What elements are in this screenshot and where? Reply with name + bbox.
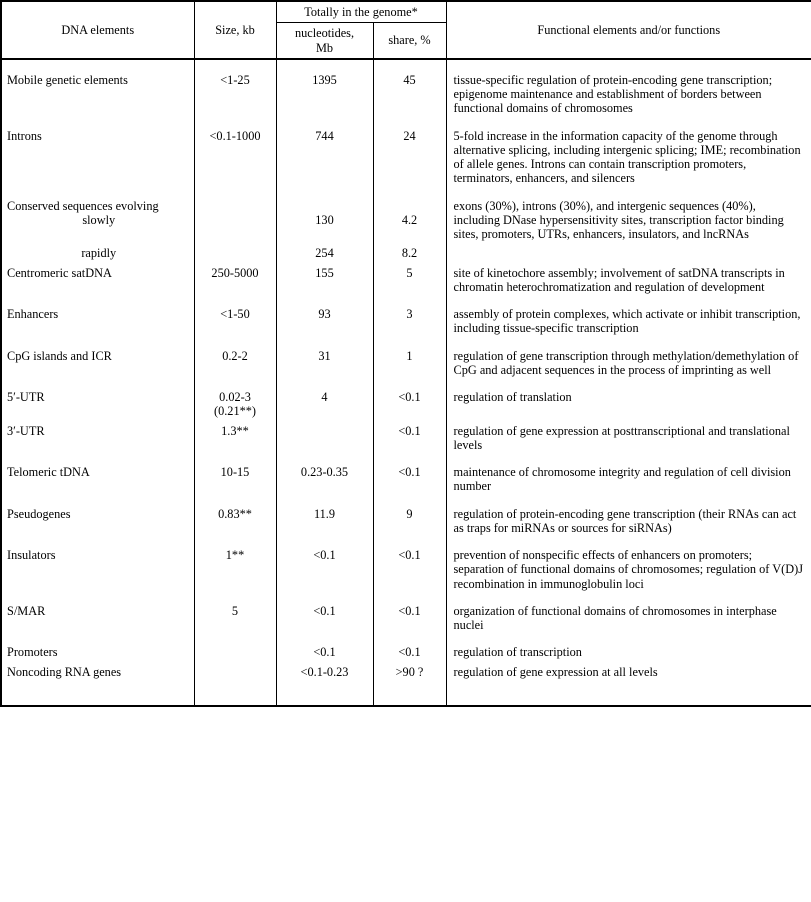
spacer-cell bbox=[1, 679, 194, 706]
spacer-cell bbox=[276, 679, 373, 706]
cell-dna-element: 3′-UTR bbox=[1, 424, 194, 453]
cell-nucleotides: 93 bbox=[276, 307, 373, 336]
spacer-cell bbox=[373, 377, 446, 390]
cell-size bbox=[194, 390, 276, 419]
cell-share: 9 bbox=[373, 507, 446, 536]
cell-function: regulation of protein-encoding gene transcription (their RNAs can act as traps for miRNAs or sources for siRNAs) bbox=[446, 507, 811, 536]
header-row-primary bbox=[1, 1, 811, 23]
spacer-cell bbox=[1, 186, 194, 199]
cell-nucleotides: <0.1 bbox=[276, 548, 373, 591]
cell-nucleotides: 11.9 bbox=[276, 507, 373, 536]
column-header-functional-elements: Functional elements and/or functions bbox=[446, 1, 811, 59]
spacer-cell bbox=[446, 116, 811, 129]
cell-size bbox=[194, 246, 276, 260]
cell-dna-element: Introns bbox=[1, 129, 194, 186]
cell-nucleotides: 31 bbox=[276, 349, 373, 378]
cell-share: 1 bbox=[373, 349, 446, 378]
spacer-cell bbox=[373, 494, 446, 507]
table-row bbox=[1, 665, 811, 679]
table-row bbox=[1, 73, 811, 116]
spacer-row bbox=[1, 116, 811, 129]
cell-size-line2: (0.21**) bbox=[213, 404, 256, 419]
spacer-cell bbox=[1, 59, 194, 73]
table-row bbox=[1, 465, 811, 494]
spacer-cell bbox=[276, 336, 373, 349]
cell-nucleotides: 155 bbox=[276, 266, 373, 295]
spacer-cell bbox=[446, 591, 811, 604]
spacer-row bbox=[1, 535, 811, 548]
cell-size: 10-15 bbox=[194, 465, 276, 494]
cell-nucleotides bbox=[276, 424, 373, 453]
cell-function: regulation of translation bbox=[446, 390, 811, 419]
spacer-cell bbox=[446, 535, 811, 548]
cell-dna-element: Promoters bbox=[1, 645, 194, 659]
cell-dna-element: Telomeric tDNA bbox=[1, 465, 194, 494]
spacer-row bbox=[1, 294, 811, 307]
spacer-cell bbox=[446, 452, 811, 465]
spacer-cell bbox=[373, 535, 446, 548]
spacer-cell bbox=[446, 494, 811, 507]
spacer-cell bbox=[446, 336, 811, 349]
cell-function: regulation of gene expression at all levels bbox=[446, 665, 811, 679]
cell-share: <0.1 bbox=[373, 424, 446, 453]
cell-dna-element-sub: rapidly bbox=[81, 246, 117, 261]
spacer-cell bbox=[446, 186, 811, 199]
column-header-nucleotides-mb bbox=[276, 23, 373, 59]
spacer-cell bbox=[276, 452, 373, 465]
cell-dna-element: 5′-UTR bbox=[1, 390, 194, 419]
cell-size: <1-25 bbox=[194, 73, 276, 116]
spacer-cell bbox=[194, 336, 276, 349]
cell-dna-element: Centromeric satDNA bbox=[1, 266, 194, 295]
table-row bbox=[1, 129, 811, 186]
spacer-cell bbox=[446, 632, 811, 645]
table-row bbox=[1, 199, 811, 242]
cell-function: tissue-specific regulation of protein-encoding gene transcription; epigenome maintenance and establishment of borders between functional domains of chromosomes bbox=[446, 73, 811, 116]
cell-share: <0.1 bbox=[373, 645, 446, 659]
spacer-cell bbox=[276, 591, 373, 604]
cell-function bbox=[446, 246, 811, 260]
cell-dna-element bbox=[1, 246, 194, 260]
cell-function: regulation of gene expression at posttranscriptional and translational levels bbox=[446, 424, 811, 453]
spacer-cell bbox=[276, 535, 373, 548]
spacer-cell bbox=[194, 535, 276, 548]
cell-function: regulation of gene transcription through methylation/demethylation of CpG and adjacent sequences in the process of imprinting as well bbox=[446, 349, 811, 378]
spacer-cell bbox=[1, 452, 194, 465]
spacer-cell bbox=[373, 294, 446, 307]
spacer-row bbox=[1, 494, 811, 507]
spacer-cell bbox=[446, 679, 811, 706]
spacer-cell bbox=[276, 116, 373, 129]
cell-size: 5 bbox=[194, 604, 276, 633]
cell-dna-element: CpG islands and ICR bbox=[1, 349, 194, 378]
cell-share: 24 bbox=[373, 129, 446, 186]
spacer-cell bbox=[373, 186, 446, 199]
table-row bbox=[1, 548, 811, 591]
column-header-totally-in-genome: Totally in the genome* bbox=[276, 1, 446, 23]
spacer-cell bbox=[194, 294, 276, 307]
table-row bbox=[1, 349, 811, 378]
cell-dna-element: Enhancers bbox=[1, 307, 194, 336]
cell-function: maintenance of chromosome integrity and regulation of cell division number bbox=[446, 465, 811, 494]
spacer-cell bbox=[194, 186, 276, 199]
cell-function: assembly of protein complexes, which activate or inhibit transcription, including tissue-specific transcription bbox=[446, 307, 811, 336]
cell-share: 5 bbox=[373, 266, 446, 295]
spacer-cell bbox=[194, 452, 276, 465]
spacer-row bbox=[1, 59, 811, 73]
table-row bbox=[1, 307, 811, 336]
cell-size bbox=[194, 645, 276, 659]
cell-dna-element-sub: slowly bbox=[82, 212, 116, 227]
cell-size-line1: 0.02-3 bbox=[219, 390, 251, 404]
cell-dna-element: S/MAR bbox=[1, 604, 194, 633]
spacer-cell bbox=[446, 377, 811, 390]
spacer-cell bbox=[194, 494, 276, 507]
cell-nucleotides: 4 bbox=[276, 390, 373, 419]
spacer-cell bbox=[446, 59, 811, 73]
cell-nucleotides: 744 bbox=[276, 129, 373, 186]
cell-function: prevention of nonspecific effects of enhancers on promoters; separation of functional domains of chromosomes; regulation of V(D)J recombination in immunoglobulin loci bbox=[446, 548, 811, 591]
cell-size: 0.2-2 bbox=[194, 349, 276, 378]
spacer-cell bbox=[276, 294, 373, 307]
cell-share: <0.1 bbox=[373, 465, 446, 494]
spacer-cell bbox=[373, 632, 446, 645]
cell-share: >90 ? bbox=[373, 665, 446, 679]
spacer-cell bbox=[194, 591, 276, 604]
table-row bbox=[1, 424, 811, 453]
cell-function: exons (30%), introns (30%), and intergenic sequences (40%), including DNase hypersensitivity sites, transcription factor binding sites, promoters, UTRs, enhancers, insulators, and lncRNAs bbox=[446, 199, 811, 242]
spacer-cell bbox=[194, 377, 276, 390]
column-header-dna-elements: DNA elements bbox=[1, 1, 194, 59]
spacer-cell bbox=[276, 632, 373, 645]
cell-nucleotides: <0.1 bbox=[276, 604, 373, 633]
cell-nucleotides: 1395 bbox=[276, 73, 373, 116]
cell-function: site of kinetochore assembly; involvement of satDNA transcripts in chromatin heterochromatization and regulation of development bbox=[446, 266, 811, 295]
cell-share: <0.1 bbox=[373, 548, 446, 591]
spacer-cell bbox=[1, 116, 194, 129]
cell-size: 0.83** bbox=[194, 507, 276, 536]
cell-nucleotides-value: 130 bbox=[315, 212, 334, 227]
cell-share: <0.1 bbox=[373, 604, 446, 633]
cell-share bbox=[373, 199, 446, 242]
cell-dna-element: Pseudogenes bbox=[1, 507, 194, 536]
spacer-row bbox=[1, 336, 811, 349]
spacer-cell bbox=[373, 452, 446, 465]
cell-dna-element: Insulators bbox=[1, 548, 194, 591]
spacer-row bbox=[1, 377, 811, 390]
column-header-nucleotides-line1: nucleotides, bbox=[294, 26, 355, 41]
cell-size bbox=[194, 199, 276, 242]
spacer-cell bbox=[373, 59, 446, 73]
spacer-cell bbox=[1, 377, 194, 390]
table-row bbox=[1, 604, 811, 633]
cell-nucleotides: 0.23-0.35 bbox=[276, 465, 373, 494]
table-row bbox=[1, 645, 811, 659]
table-row bbox=[1, 266, 811, 295]
spacer-cell bbox=[1, 494, 194, 507]
column-header-size-kb: Size, kb bbox=[194, 1, 276, 59]
spacer-cell bbox=[276, 186, 373, 199]
cell-function: regulation of transcription bbox=[446, 645, 811, 659]
table-body bbox=[1, 59, 811, 706]
spacer-cell bbox=[1, 294, 194, 307]
cell-share-value: 4.2 bbox=[401, 212, 418, 227]
cell-share: 45 bbox=[373, 73, 446, 116]
spacer-cell bbox=[373, 336, 446, 349]
cell-size: 1.3** bbox=[194, 424, 276, 453]
cell-size: <1-50 bbox=[194, 307, 276, 336]
spacer-row bbox=[1, 632, 811, 645]
spacer-cell bbox=[276, 59, 373, 73]
cell-dna-element bbox=[1, 199, 194, 242]
spacer-row bbox=[1, 452, 811, 465]
spacer-cell bbox=[194, 632, 276, 645]
spacer-row bbox=[1, 679, 811, 706]
table-row bbox=[1, 390, 811, 419]
cell-size: <0.1-1000 bbox=[194, 129, 276, 186]
cell-function: organization of functional domains of chromosomes in interphase nuclei bbox=[446, 604, 811, 633]
table-header bbox=[1, 1, 811, 59]
cell-size: 250-5000 bbox=[194, 266, 276, 295]
column-header-nucleotides-line2: Mb bbox=[315, 40, 334, 55]
spacer-row bbox=[1, 591, 811, 604]
spacer-cell bbox=[1, 632, 194, 645]
cell-function: 5-fold increase in the information capacity of the genome through alternative splicing, including intergenic splicing; IME; recombination of allele genes. Introns can contain transcription promoters, terminators, enhancers, and silencers bbox=[446, 129, 811, 186]
spacer-cell bbox=[373, 591, 446, 604]
column-header-share-percent: share, % bbox=[373, 23, 446, 59]
spacer-cell bbox=[1, 336, 194, 349]
spacer-cell bbox=[1, 535, 194, 548]
cell-size: 1** bbox=[194, 548, 276, 591]
cell-nucleotides bbox=[276, 199, 373, 242]
cell-size bbox=[194, 665, 276, 679]
cell-dna-element: Mobile genetic elements bbox=[1, 73, 194, 116]
cell-share: 3 bbox=[373, 307, 446, 336]
cell-dna-element: Noncoding RNA genes bbox=[1, 665, 194, 679]
spacer-cell bbox=[194, 679, 276, 706]
spacer-cell bbox=[373, 116, 446, 129]
spacer-cell bbox=[373, 679, 446, 706]
cell-share: <0.1 bbox=[373, 390, 446, 419]
cell-nucleotides: <0.1 bbox=[276, 645, 373, 659]
cell-nucleotides: 254 bbox=[276, 246, 373, 260]
spacer-row bbox=[1, 186, 811, 199]
spacer-cell bbox=[276, 494, 373, 507]
spacer-cell bbox=[1, 591, 194, 604]
spacer-cell bbox=[446, 294, 811, 307]
cell-dna-element-main: Conserved sequences evolving bbox=[7, 198, 159, 213]
cell-nucleotides: <0.1-0.23 bbox=[276, 665, 373, 679]
table-row bbox=[1, 507, 811, 536]
cell-share: 8.2 bbox=[373, 246, 446, 260]
spacer-cell bbox=[194, 116, 276, 129]
spacer-cell bbox=[194, 59, 276, 73]
spacer-cell bbox=[276, 377, 373, 390]
table-row bbox=[1, 246, 811, 260]
